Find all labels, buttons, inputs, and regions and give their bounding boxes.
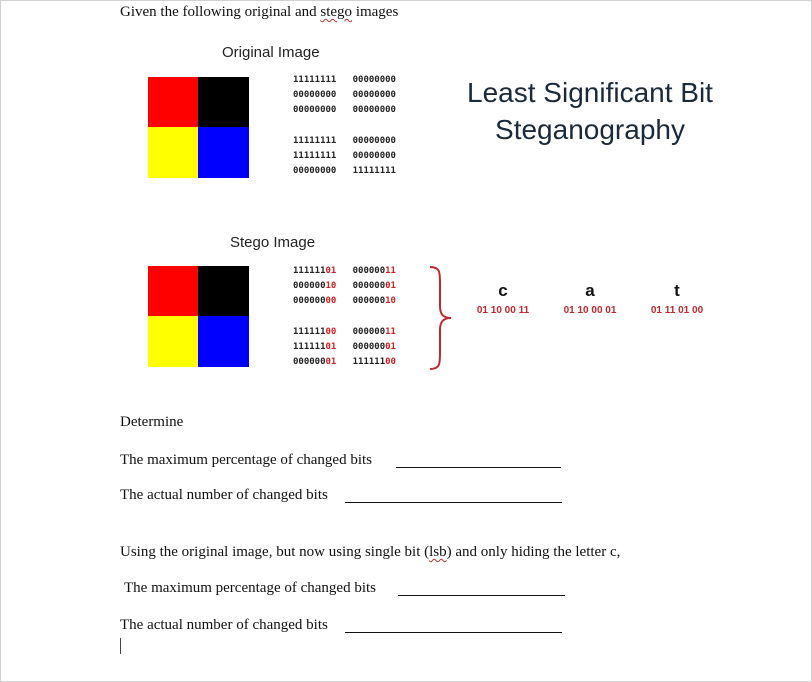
letter-char: t: [674, 281, 680, 300]
changed-bits: 01: [385, 281, 396, 291]
question-max-percentage: The maximum percentage of changed bits: [120, 452, 372, 468]
bit-value: 000000: [293, 296, 326, 306]
changed-bits: 01: [325, 266, 337, 276]
stego-image-title: Stego Image: [230, 234, 316, 251]
intro-text: [120, 4, 398, 21]
heading: [440, 74, 740, 148]
question-actual-number: The actual number of changed bits: [120, 487, 328, 503]
stego-pixel-black: [198, 266, 249, 316]
letter-bits: 01 10 00 11: [476, 305, 530, 316]
using-original-text: [120, 544, 620, 561]
changed-bits: 01: [325, 342, 337, 352]
bit-value: 00000000: [352, 151, 396, 161]
using-text-end: ) and only hiding the letter c,: [446, 544, 621, 560]
bit-value: 00000000: [352, 90, 396, 100]
bit-value: 000000: [352, 327, 386, 337]
changed-bits: 00: [325, 327, 337, 337]
letter-t: [634, 280, 720, 318]
original-bits-top: [293, 73, 396, 118]
original-pixel-blue: [198, 127, 249, 178]
heading-line-1: Least Significant Bit: [467, 77, 713, 108]
bit-value: 111111: [293, 342, 326, 352]
answer-line-max-percentage-c[interactable]: [398, 595, 565, 596]
letter-char: a: [585, 281, 595, 300]
curly-brace-icon: [426, 264, 456, 372]
bit-value: 00000000: [293, 166, 337, 176]
determine-label: Determine: [120, 414, 184, 430]
stego-bits-bottom: [293, 325, 396, 370]
bit-value: 000000: [352, 296, 386, 306]
bit-value: 00000000: [352, 105, 396, 115]
answer-line-actual-number-c[interactable]: [345, 632, 562, 633]
bit-value: 000000: [352, 281, 386, 291]
changed-bits: 10: [325, 281, 337, 291]
changed-bits: 00: [325, 296, 337, 306]
original-pixel-black: [198, 77, 249, 127]
letter-c: [460, 280, 546, 318]
answer-line-actual-number[interactable]: [345, 502, 562, 503]
original-image-grid: [148, 77, 249, 178]
bit-value: 11111111: [293, 151, 337, 161]
using-text-start: Using the original image, but now using single bit (: [120, 544, 430, 560]
changed-bits: 01: [325, 357, 337, 367]
changed-bits: 11: [385, 266, 396, 276]
letter-bits: 01 11 01 00: [650, 305, 704, 316]
lsb-word: lsb: [429, 544, 447, 560]
original-bits-bottom: [293, 134, 396, 179]
stego-pixel-yellow: [148, 316, 198, 367]
original-image-title: Original Image: [222, 44, 320, 61]
hidden-message: [460, 280, 720, 324]
question-max-percentage-c: The maximum percentage of changed bits: [124, 580, 376, 596]
bit-value: 11111111: [293, 75, 337, 85]
stego-bits-top: [293, 264, 396, 309]
original-pixel-red: [148, 77, 198, 127]
bit-value: 00000000: [293, 90, 337, 100]
bit-value: 11111111: [352, 166, 396, 176]
bit-value: 11111111: [293, 136, 337, 146]
bit-value: 00000000: [352, 75, 396, 85]
stego-pixel-blue: [198, 316, 249, 367]
bit-value: 111111: [352, 357, 386, 367]
changed-bits: 00: [385, 357, 396, 367]
bit-value: 000000: [352, 342, 386, 352]
stego-image-grid: [148, 266, 249, 367]
answer-line-max-percentage[interactable]: [396, 467, 561, 468]
original-pixel-yellow: [148, 127, 198, 178]
letter-a: [547, 280, 633, 318]
intro-sentence: Given the following original and stego images: [120, 4, 399, 20]
bit-value: 00000000: [352, 136, 396, 146]
text-cursor: [120, 638, 121, 654]
bit-value: 111111: [293, 266, 326, 276]
bit-value: 000000: [293, 357, 326, 367]
stego-word: stego: [320, 4, 353, 20]
changed-bits: 01: [385, 342, 396, 352]
bit-value: 00000000: [293, 105, 337, 115]
question-actual-number-c: The actual number of changed bits: [120, 617, 328, 633]
bit-value: 000000: [352, 266, 386, 276]
letter-bits: 01 10 00 01: [563, 305, 617, 316]
changed-bits: 11: [385, 327, 396, 337]
heading-line-2: Steganography: [495, 114, 685, 145]
bit-value: 111111: [293, 327, 326, 337]
stego-pixel-red: [148, 266, 198, 316]
letter-char: c: [498, 281, 508, 300]
changed-bits: 10: [385, 296, 396, 306]
bit-value: 000000: [293, 281, 326, 291]
